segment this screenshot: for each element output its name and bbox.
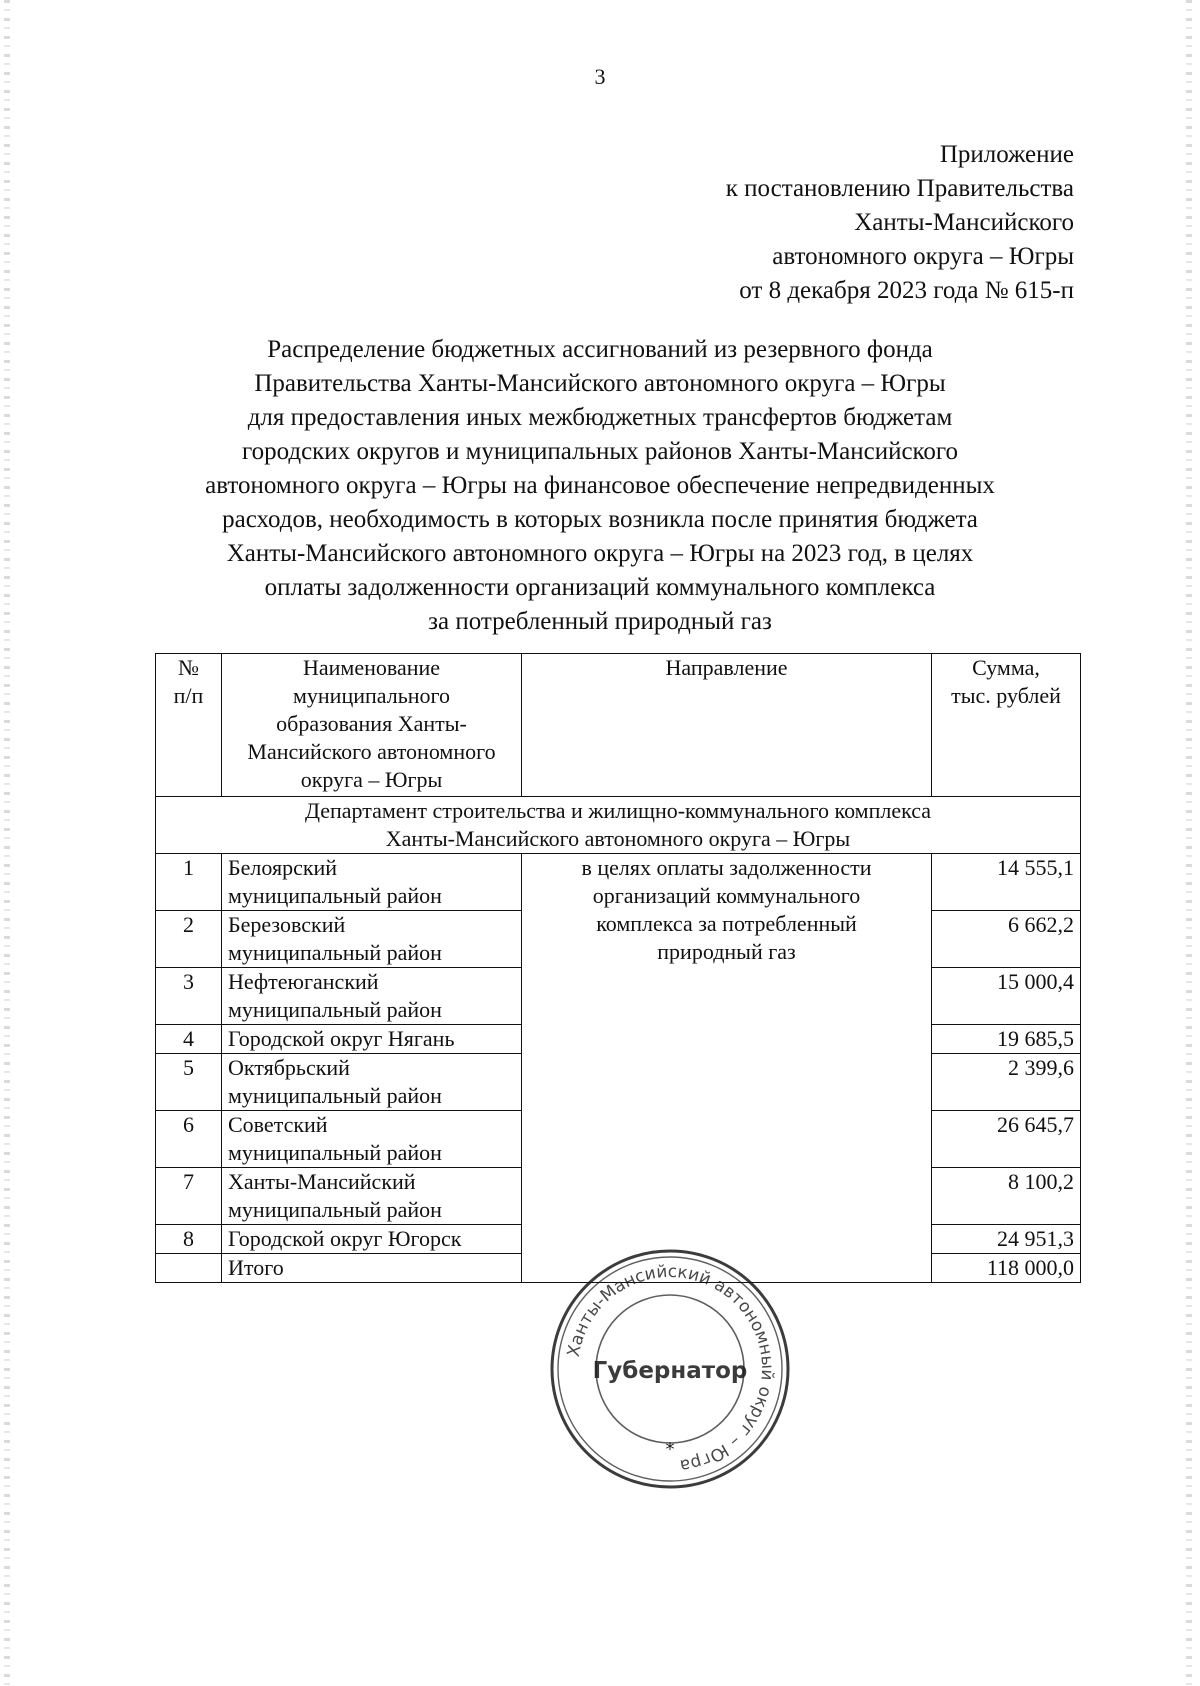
row-number: 5	[156, 1054, 222, 1111]
title-line: Ханты-Мансийского автономного округа – Югры на 2023 год, в целях	[226, 540, 974, 567]
page-number: 3	[594, 64, 606, 89]
department-cell: Департамент строительства и жилищно-коммунального комплекса Ханты-Мансийского автономного округа – Югры	[156, 797, 1081, 854]
row-sum: 24 951,3	[932, 1225, 1081, 1254]
scan-edge-right	[1186, 0, 1192, 1686]
row-sum: 2 399,6	[932, 1054, 1081, 1111]
row-sum: 15 000,4	[932, 968, 1081, 1025]
title-line: оплаты задолженности организаций коммунального комплекса	[264, 574, 936, 601]
scan-edge-left	[4, 0, 10, 1686]
appendix-line: Приложение	[939, 141, 1074, 168]
row-name: Советский муниципальный район	[222, 1111, 522, 1168]
department-row	[156, 797, 1081, 854]
allocation-table	[155, 653, 1081, 1283]
row-sum: 6 662,2	[932, 911, 1081, 968]
row-sum: 14 555,1	[932, 854, 1081, 911]
title-line: автономного округа – Югры на финансовое обеспечение непредвиденных	[205, 472, 995, 499]
row-number: 2	[156, 911, 222, 968]
header-direction: Направление	[522, 654, 932, 797]
row-sum: 19 685,5	[932, 1025, 1081, 1054]
row-name: Городской округ Югорск	[222, 1225, 522, 1254]
row-number: 6	[156, 1111, 222, 1168]
appendix-line: к постановлению Правительства	[725, 175, 1074, 202]
total-number-cell	[156, 1254, 222, 1283]
table-row	[156, 854, 1081, 911]
title-line: городских округов и муниципальных районов Ханты-Мансийского	[241, 438, 959, 465]
row-number: 3	[156, 968, 222, 1025]
table-header-row	[156, 654, 1081, 797]
row-name: Белоярский муниципальный район	[222, 854, 522, 911]
total-label: Итого	[222, 1254, 522, 1283]
title-line: Правительства Ханты-Мансийского автономного округа – Югры	[254, 370, 946, 397]
row-name: Октябрьский муниципальный район	[222, 1054, 522, 1111]
document-title	[150, 333, 1050, 639]
title-line: для предоставления иных межбюджетных трансфертов бюджетам	[247, 404, 953, 431]
row-number: 4	[156, 1025, 222, 1054]
appendix-line: от 8 декабря 2023 года № 615-п	[739, 277, 1074, 304]
seal-center-text: Губернатор	[592, 1358, 748, 1384]
title-line: расходов, необходимость в которых возникла после принятия бюджета	[222, 506, 978, 533]
title-line: за потребленный природный газ	[428, 608, 772, 635]
row-sum: 26 645,7	[932, 1111, 1081, 1168]
seal-star-icon: *	[665, 1439, 675, 1460]
header-name: Наименование муниципального образования Ханты- Мансийского автономного округа – Югры	[222, 654, 522, 797]
row-number: 8	[156, 1225, 222, 1254]
row-name: Нефтеюганский муниципальный район	[222, 968, 522, 1025]
row-sum: 8 100,2	[932, 1168, 1081, 1225]
row-number: 1	[156, 854, 222, 911]
seal-ring-text: Ханты-Мансийский автономный округ – Югра	[563, 1261, 778, 1476]
appendix-block	[726, 138, 1074, 308]
row-name: Городской округ Нягань	[222, 1025, 522, 1054]
row-number: 7	[156, 1168, 222, 1225]
seal-icon	[545, 1244, 795, 1494]
appendix-line: автономного округа – Югры	[772, 243, 1074, 270]
title-line: Распределение бюджетных ассигнований из резервного фонда	[267, 336, 933, 363]
direction-cell: в целях оплаты задолженности организаций коммунального комплекса за потребленный природный газ	[522, 854, 932, 1283]
header-number: № п/п	[156, 654, 222, 797]
header-sum: Сумма, тыс. рублей	[932, 654, 1081, 797]
row-name: Березовский муниципальный район	[222, 911, 522, 968]
governor-seal	[545, 1244, 795, 1494]
row-name: Ханты-Мансийский муниципальный район	[222, 1168, 522, 1225]
appendix-line: Ханты-Мансийского	[854, 209, 1074, 236]
total-sum: 118 000,0	[932, 1254, 1081, 1283]
